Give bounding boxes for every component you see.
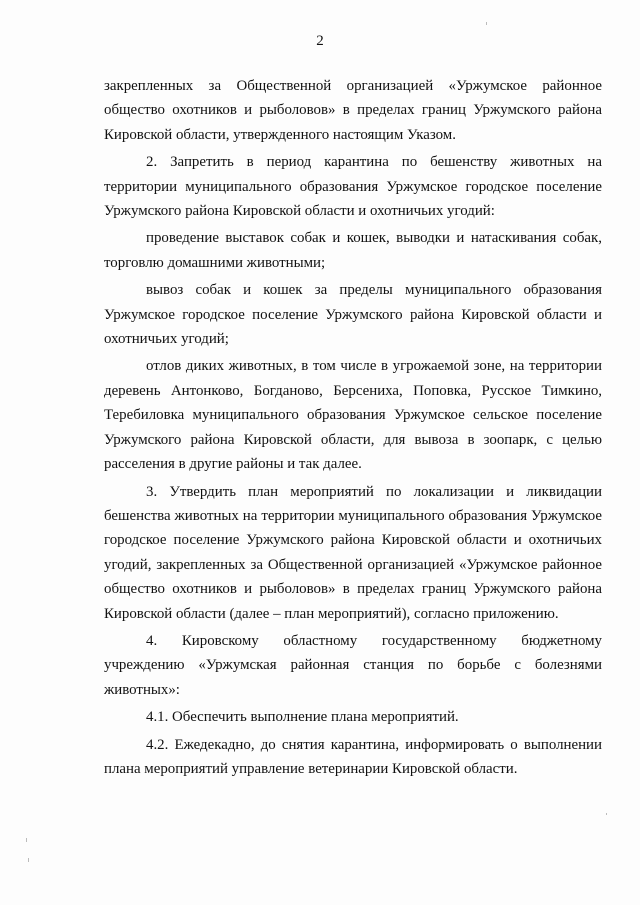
page-number: 2	[316, 33, 324, 49]
scan-speck	[28, 858, 29, 862]
paragraph-item-4-1: 4.1. Обеспечить выполнение плана мероприятий.	[146, 709, 459, 726]
paragraph-item-4-2: 4.2. Ежедекадно, до снятия карантина, информировать о выполнении плана мероприятий управление ветеринарии Кировской области.	[104, 736, 602, 777]
scan-speck	[606, 813, 607, 815]
paragraph-continuation: закрепленных за Общественной организацией «Уржумское районное общество охотников и рыболовов» в пределах границ Уржумского района Кировской области, утвержденного настоящим Указом.	[104, 78, 602, 143]
paragraph-subitem-export: вывоз собак и кошек за пределы муниципального образования Уржумское городское поселение Уржумского района Кировской области и охотничьих угодий;	[104, 282, 602, 348]
paragraph-item-4: 4. Кировскому областному государственному бюджетному учреждению «Уржумская районная станция по борьбе с болезнями животных»:	[104, 632, 602, 698]
scan-speck	[26, 838, 27, 842]
paragraph-item-3: 3. Утвердить план мероприятий по локализации и ликвидации бешенства животных на территории муниципального образования Уржумское городское поселение Уржумского района Кировской области и охотничьих угодий, закрепленных за Общественной организацией «Уржумское районное общество охотников и рыболовов» в пределах границ Уржумского района Кировской области (далее – план мероприятий), согласно приложению.	[104, 483, 602, 622]
document-body	[104, 74, 602, 784]
paragraph-subitem-capture: отлов диких животных, в том числе в угрожаемой зоне, на территории деревень Антонково, Богданово, Берсениха, Поповка, Русское Тимкино, Теребиловка муниципального образования Уржумское сельское поселение Уржумского района Кировской области, для вывоза в зоопарк, с целью расселения в другие районы и так далее.	[104, 358, 602, 473]
scan-speck	[486, 22, 487, 25]
paragraph-subitem-exhibitions: проведение выставок собак и кошек, выводки и натаскивания собак, торговлю домашними животными;	[104, 230, 602, 271]
paragraph-item-2: 2. Запретить в период карантина по бешенству животных на территории муниципального образования Уржумское городское поселение Уржумского района Кировской области и охотничьих угодий:	[104, 154, 602, 220]
